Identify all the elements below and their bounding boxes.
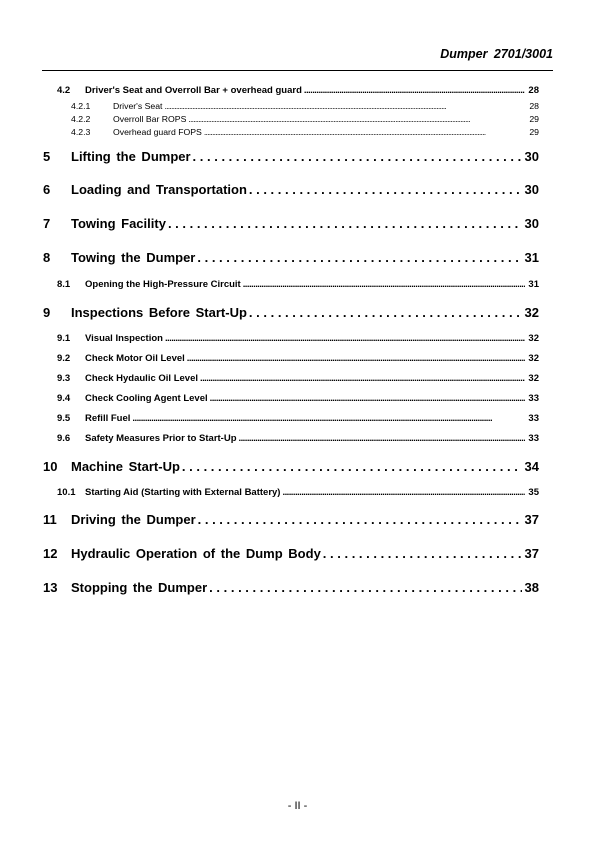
- toc-entry-page: 33: [528, 413, 539, 424]
- toc-entry-title: Stopping the Dumper: [71, 580, 208, 595]
- dot-leader: [249, 305, 522, 320]
- toc-entry-number: 6: [43, 182, 51, 197]
- toc-entry-page: 30: [524, 216, 539, 231]
- toc-entry-page: 32: [528, 373, 539, 384]
- dot-leader: [200, 373, 525, 384]
- toc-entry-page: 32: [524, 305, 539, 320]
- toc-entry-number: 12: [43, 546, 58, 561]
- toc-entry-page: 34: [524, 459, 539, 474]
- dot-leader: [187, 353, 526, 364]
- toc-entry-page: 35: [528, 487, 539, 498]
- toc-entry-number: 8.1: [57, 279, 71, 290]
- toc-entry-page: 37: [524, 546, 539, 561]
- dot-leader: [164, 101, 526, 111]
- dot-leader: [243, 279, 526, 290]
- toc-entry[interactable]: [43, 546, 539, 561]
- toc-entry[interactable]: [57, 433, 539, 444]
- page-header-title: Dumper 2701/3001: [440, 47, 553, 61]
- toc-entry-title: Machine Start-Up: [71, 459, 180, 474]
- toc-entry-number: 9.1: [57, 333, 71, 344]
- toc-entry-number: 9: [43, 305, 51, 320]
- toc-entry-number: 5: [43, 149, 51, 164]
- toc-entry[interactable]: [43, 512, 539, 527]
- page-number: - II -: [287, 800, 308, 812]
- dot-leader: [210, 393, 526, 404]
- toc-entry[interactable]: [57, 279, 539, 290]
- toc-entry[interactable]: [71, 127, 539, 137]
- toc-entry-number: 10: [43, 459, 58, 474]
- toc-entry[interactable]: [43, 216, 539, 231]
- toc-entry-number: 4.2.3: [71, 127, 91, 137]
- toc-entry-number: 4.2: [57, 85, 71, 96]
- toc-entry-title: Safety Measures Prior to Start-Up: [85, 433, 237, 444]
- toc-entry-title: Hydraulic Operation of the Dump Body: [71, 546, 321, 561]
- toc-entry-number: 9.4: [57, 393, 71, 404]
- toc-entry-title: Driver's Seat: [113, 101, 163, 111]
- toc-entry[interactable]: [57, 373, 539, 384]
- toc-entry-title: Inspections Before Start-Up: [71, 305, 247, 320]
- toc-entry-title: Refill Fuel: [85, 413, 131, 424]
- toc-entry-number: 9.5: [57, 413, 71, 424]
- toc-entry-page: 29: [529, 114, 539, 124]
- dot-leader: [132, 413, 525, 424]
- dot-leader: [204, 127, 526, 137]
- toc-entry-number: 8: [43, 250, 51, 265]
- toc-entry-page: 28: [528, 85, 539, 96]
- toc-entry-number: 9.3: [57, 373, 71, 384]
- dot-leader: [323, 546, 522, 561]
- toc-entry-title: Towing Facility: [71, 216, 166, 231]
- dot-leader: [249, 182, 522, 197]
- toc-entry-title: Overhead guard FOPS: [113, 127, 202, 137]
- toc-entry-number: 9.6: [57, 433, 71, 444]
- toc-entry[interactable]: [57, 487, 539, 498]
- dot-leader: [168, 216, 522, 231]
- toc-entry-number: 4.2.2: [71, 114, 91, 124]
- toc-entry-title: Check Motor Oil Level: [85, 353, 185, 364]
- toc-entry-page: 37: [524, 512, 539, 527]
- toc-entry-page: 31: [524, 250, 539, 265]
- toc-entry-page: 29: [529, 127, 539, 137]
- toc-entry-title: Driving the Dumper: [71, 512, 196, 527]
- dot-leader: [239, 433, 526, 444]
- toc-entry-page: 32: [528, 353, 539, 364]
- toc-entry-title: Check Cooling Agent Level: [85, 393, 208, 404]
- toc-entry-title: Opening the High-Pressure Circuit: [85, 279, 241, 290]
- toc-entry-page: 32: [528, 333, 539, 344]
- toc-entry[interactable]: [57, 353, 539, 364]
- toc-entry-page: 33: [528, 433, 539, 444]
- dot-leader: [188, 114, 526, 124]
- dot-leader: [182, 459, 522, 474]
- dot-leader: [282, 487, 525, 498]
- toc-entry[interactable]: [43, 182, 539, 197]
- toc-entry-title: Starting Aid (Starting with External Battery): [85, 487, 281, 498]
- toc-entry-number: 11: [43, 512, 57, 527]
- toc-entry[interactable]: [43, 250, 539, 265]
- toc-entry-title: Visual Inspection: [85, 333, 163, 344]
- toc-entry[interactable]: [43, 459, 539, 474]
- dot-leader: [197, 250, 521, 265]
- toc-entry[interactable]: [57, 333, 539, 344]
- toc-entry-title: Overroll Bar ROPS: [113, 114, 187, 124]
- toc-entry-title: Driver's Seat and Overroll Bar + overhead guard: [85, 85, 302, 96]
- toc-entry-number: 4.2.1: [71, 101, 91, 111]
- toc-entry[interactable]: [43, 580, 539, 595]
- toc-entry-title: Check Hydaulic Oil Level: [85, 373, 198, 384]
- toc-entry[interactable]: [43, 305, 539, 320]
- toc-entry-number: 7: [43, 216, 51, 231]
- toc-entry-page: 30: [524, 182, 539, 197]
- dot-leader: [198, 512, 522, 527]
- toc-entry[interactable]: [43, 149, 539, 164]
- dot-leader: [304, 85, 526, 96]
- toc-entry[interactable]: [57, 85, 539, 96]
- toc-entry-page: 33: [528, 393, 539, 404]
- toc-entry-title: Loading and Transportation: [71, 182, 247, 197]
- toc-entry-title: Towing the Dumper: [71, 250, 196, 265]
- toc-entry[interactable]: [57, 393, 539, 404]
- toc-entry-page: 28: [529, 101, 539, 111]
- toc-entry[interactable]: [71, 101, 539, 111]
- toc-entry-number: 9.2: [57, 353, 71, 364]
- toc-entry-number: 10.1: [57, 487, 76, 498]
- toc-entry-page: 31: [528, 279, 539, 290]
- toc-entry-page: 30: [524, 149, 539, 164]
- toc-entry-page: 38: [524, 580, 539, 595]
- dot-leader: [165, 333, 525, 344]
- toc-entry-number: 13: [43, 580, 58, 595]
- toc-entry-title: Lifting the Dumper: [71, 149, 191, 164]
- dot-leader: [193, 149, 522, 164]
- dot-leader: [209, 580, 521, 595]
- toc-entry[interactable]: [57, 413, 539, 424]
- toc-entry[interactable]: [71, 114, 539, 124]
